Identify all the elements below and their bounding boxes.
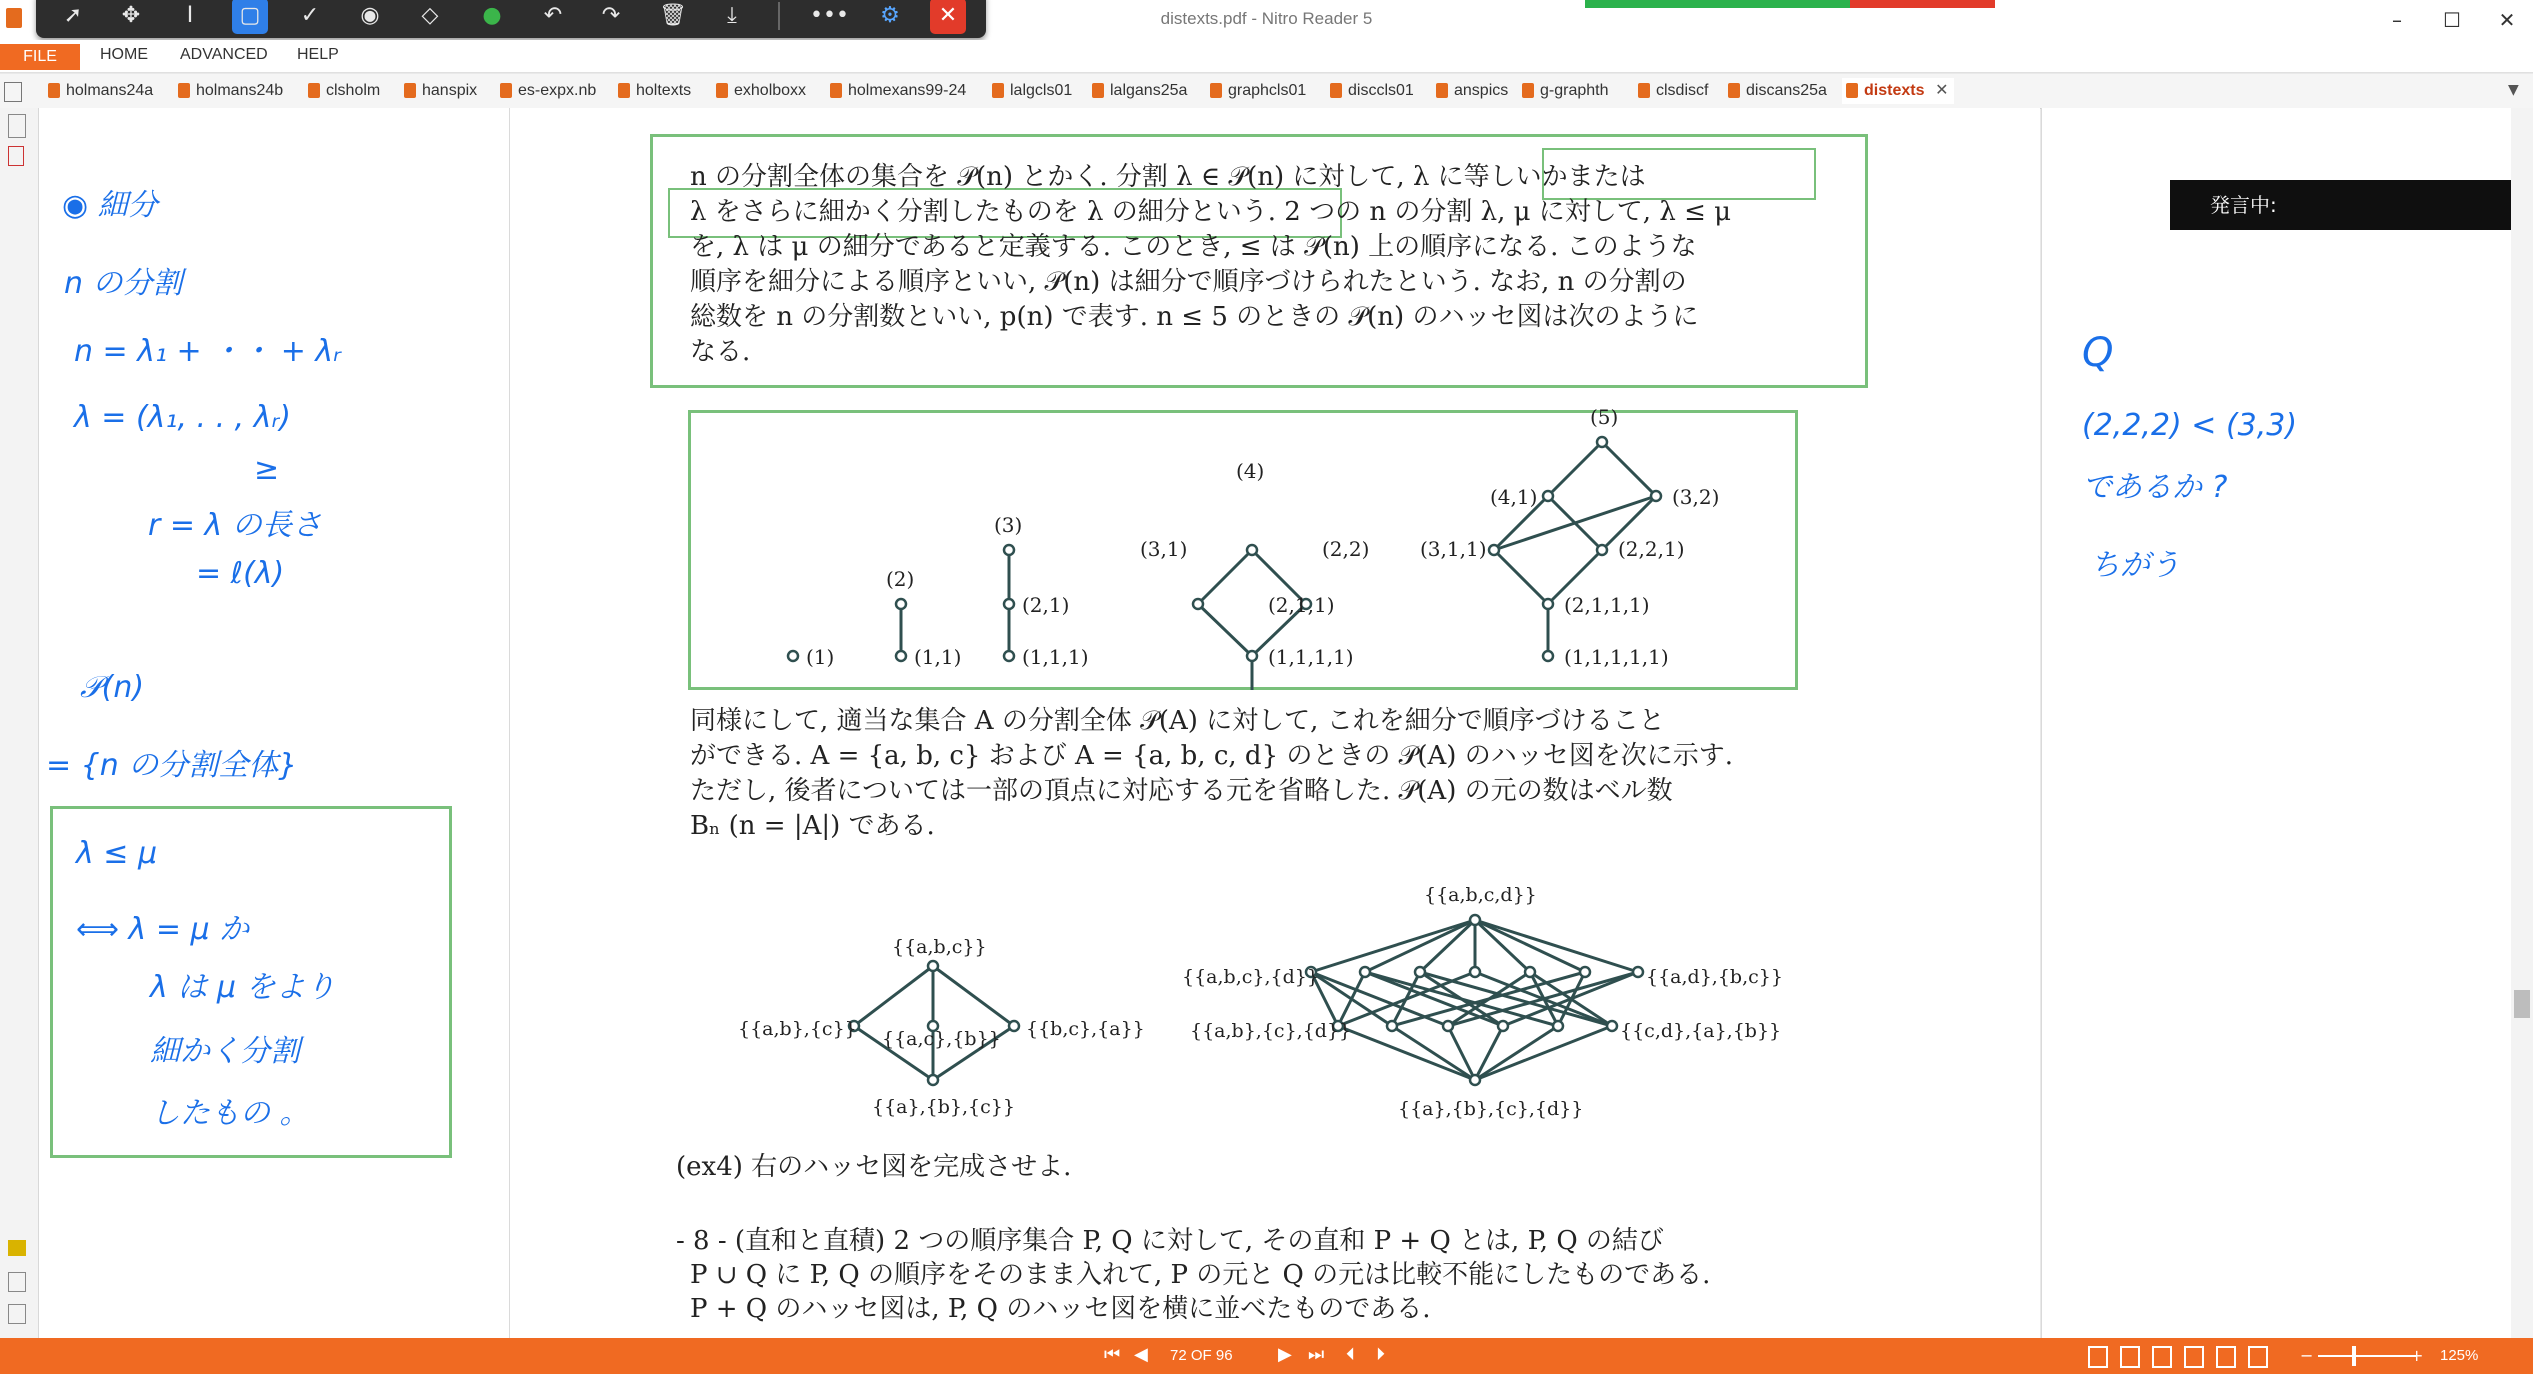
partition-label: (3) [994,513,1023,537]
set-partition-label: {{a,c},{b}} [882,1028,1001,1050]
tab-lalgans25a[interactable]: lalgans25a [1088,78,1187,104]
single-page-view-icon[interactable] [2088,1346,2108,1368]
tab-exholboxx[interactable]: exholboxx [712,78,806,104]
menu-bar [0,40,2533,73]
pdf-icon [404,83,416,98]
undo-icon[interactable]: ↶ [543,3,563,28]
note-left-line: r = λ の長さ [148,508,322,543]
facing-view-icon[interactable] [2152,1346,2172,1368]
pdf-icon [1092,83,1104,98]
paragraph-line: Bₙ (n = |A|) である. [690,811,935,841]
rectangle-tool-icon[interactable]: ▢ [232,0,268,34]
tab-discans25a[interactable]: discans25a [1724,78,1827,104]
facing-continuous-view-icon[interactable] [2184,1346,2204,1368]
zoom-in-icon[interactable]: + [2410,1346,2424,1365]
menu-help[interactable]: HELP [297,46,339,63]
note-left-line: = ℓ(λ) [196,556,285,591]
partition-label: (3,1) [1140,537,1188,561]
menu-advanced[interactable]: ADVANCED [180,46,268,63]
tab-list-chevron-icon[interactable]: ▼ [2508,82,2519,98]
bookmarks-icon[interactable] [8,1272,26,1292]
partition-label: (1,1) [914,645,962,669]
partition-label: (1,1,1,1,1) [1564,645,1669,669]
delete-icon[interactable]: 🗑 [659,3,687,28]
progress-green [1585,0,1850,8]
paragraph-line: 同様にして, 適当な集合 A の分割全体 𝒫(A) に対して, これを細分で順序づけること [690,706,1665,736]
pdf-icon [308,83,320,98]
maximize-button[interactable]: ☐ [2443,8,2461,32]
zoom-slider[interactable] [2318,1355,2416,1357]
pdf-icon [1436,83,1448,98]
layers-icon[interactable] [8,1304,26,1324]
partition-label: (1) [806,645,835,669]
tab-distexts[interactable]: distexts ✕ [1842,78,1954,104]
scrollbar-thumb[interactable] [2514,990,2530,1018]
pages-icon[interactable] [8,114,26,138]
note-left-line: ≥ [254,452,280,487]
zoom-out-icon[interactable]: − [2300,1346,2314,1365]
set-partition-label: {{a,b,c},{d}} [1182,966,1319,988]
tab-lalgcls01[interactable]: lalgcls01 [988,78,1072,104]
close-tab-icon[interactable]: ✕ [1935,82,1949,99]
stamp-icon[interactable]: ◉ [360,3,380,28]
last-page-icon[interactable]: ⏭ [1308,1344,1325,1365]
checkmark-icon[interactable]: ✓ [300,3,320,28]
partition-label: (4,1) [1490,485,1538,509]
note-box-line: λ は μ をより [150,970,336,1005]
paragraph-line: 総数を n の分割数といい, p(n) で表す. n ≤ 5 のときの 𝒫(n) のハッセ図は次のように [690,302,1699,332]
note-right-line: であるか ? [2082,470,2228,505]
pdf-icon [1330,83,1342,98]
set-partition-label: {{a,b,c,d}} [1424,884,1537,906]
more-icon[interactable]: ••• [810,3,849,28]
paragraph-line: λ をさらに細かく分割したものを λ の細分という. 2 つの n の分割 λ, μ に対して, λ ≤ μ [690,197,1732,227]
toolbar-divider [778,2,780,30]
tab-holmexans99-24[interactable]: holmexans99-24 [826,78,966,104]
pdf-icon [618,83,630,98]
partition-label: (3,1,1) [1420,537,1487,561]
note-box-line: λ ≤ μ [76,836,158,871]
previous-page-icon[interactable]: ◀ [1134,1344,1148,1365]
continuous-view-icon[interactable] [2120,1346,2140,1368]
progress-red [1850,0,1995,8]
pan-hand-icon[interactable]: ✥ [121,3,141,28]
paragraph-line: 順序を細分による順序といい, 𝒫(n) は細分で順序づけられたという. なお, n の分割の [690,267,1687,297]
tab-clsholm[interactable]: clsholm [304,78,380,104]
minimize-button[interactable]: – [2392,8,2402,32]
note-right-line: ちがう [2090,548,2180,583]
attachments-icon[interactable] [8,146,24,166]
pdf-icon [500,83,512,98]
partition-label: (2,1) [1022,593,1070,617]
pdf-icon [1846,83,1858,98]
back-view-icon[interactable]: ⏴ [1346,1344,1355,1365]
tab-es-expx[interactable]: es-expx.nb [496,78,596,104]
speaking-indicator: 発言中: [2170,180,2512,230]
close-toolbar-icon[interactable]: ✕ [930,0,966,34]
partition-label: (2,1,1) [1268,593,1335,617]
redo-icon[interactable]: ↷ [601,3,621,28]
note-left-line: λ = (λ₁, . . , λᵣ) [74,400,291,435]
left-tool-strip [0,108,39,1338]
zoom-slider-thumb[interactable] [2352,1346,2356,1366]
save-download-icon[interactable]: ⤓ [727,3,737,28]
partition-label: (1,1,1) [1022,645,1089,669]
eraser-icon[interactable]: ◇ [421,3,439,28]
paragraph-line: を, λ は μ の細分であると定義する. このとき, ≤ は 𝒫(n) 上の順序になる. このような [690,232,1697,262]
partition-label: (4) [1236,459,1265,483]
partition-label: (2,1,1,1) [1564,593,1650,617]
set-partition-label: {{a,d},{b,c}} [1646,966,1783,988]
exercise-ex4: (ex4) 右のハッセ図を完成させよ. [676,1152,1072,1182]
tab-anspics[interactable]: anspics [1432,78,1508,104]
right-notes-panel [2041,108,2512,1338]
set-partition-label: {{b,c},{a}} [1026,1018,1145,1040]
paragraph-line: ただし, 後者については一部の頂点に対応する元を省略した. 𝒫(A) の元の数はベル数 [690,776,1673,806]
section8-line: P + Q のハッセ図は, P, Q のハッセ図を横に並べたものである. [690,1294,1431,1324]
paragraph-line: n の分割全体の集合を 𝒫(n) とかく. 分割 λ ∈ 𝒫(n) に対して, λ に等しいかまたは [690,162,1646,192]
vertical-scrollbar[interactable] [2511,108,2533,1338]
partition-label: (2,2,1) [1618,537,1685,561]
set-partition-label: {{a,b},{c},{d}} [1190,1020,1352,1042]
color-circle-icon[interactable]: ● [482,3,502,28]
set-partition-label: {{a,b},{c}} [738,1018,857,1040]
forward-view-icon[interactable]: ⏵ [1376,1344,1385,1365]
select-arrow-icon[interactable]: ➚ [63,3,83,28]
set-partition-label: {{a,b,c}} [892,936,987,958]
pdf-icon [178,83,190,98]
menu-home[interactable]: HOME [100,46,148,63]
close-window-button[interactable]: ✕ [2498,8,2516,32]
zoom-level[interactable]: 125% [2440,1347,2479,1364]
comments-icon[interactable] [8,1240,26,1256]
note-right-line: Q [2082,330,2114,376]
tab-clsdiscf[interactable]: clsdiscf [1634,78,1708,104]
pdf-icon [830,83,842,98]
partition-label: (2) [886,567,915,591]
pdf-icon [716,83,728,98]
pdf-icon [1522,83,1534,98]
note-right-line: (2,2,2) < (3,3) [2082,408,2298,443]
tab-disccls01[interactable]: disccls01 [1326,78,1414,104]
window-title: distexts.pdf - Nitro Reader 5 [1160,9,1373,28]
note-left-line: 𝒫(n) [80,670,145,705]
note-box-line: ⟺ λ = μ か [76,912,250,947]
pdf-icon [1210,83,1222,98]
reading-view-icon[interactable] [2248,1346,2268,1368]
set-partition-label: {{a},{b},{c},{d}} [1398,1098,1584,1120]
file-menu[interactable]: FILE [0,44,80,70]
next-page-icon[interactable]: ▶ [1278,1344,1292,1365]
pdf-icon [1728,83,1740,98]
section8-line: P ∪ Q に P, Q の順序をそのまま入れて, P の元と Q の元は比較不能にしたものである. [690,1260,1711,1290]
set-partition-label: {{a},{b},{c}} [872,1096,1015,1118]
user-settings-icon[interactable]: ⚙ [880,3,900,28]
note-left-line: n = λ₁ + ・・ + λᵣ [74,334,341,369]
tab-g-graphth[interactable]: g-graphth [1518,78,1609,104]
first-page-icon[interactable]: ⏮ [1104,1344,1121,1365]
paragraph-line: ができる. A = {a, b, c} および A = {a, b, c, d} のときの 𝒫(A) のハッセ図を次に示す. [690,741,1733,771]
tab-holtexts[interactable]: holtexts [614,78,691,104]
note-left-line: n の分割 [64,266,183,301]
set-partition-label: {{c,d},{a},{b}} [1620,1020,1782,1042]
pdf-icon [48,83,60,98]
tab-hanspix[interactable]: hanspix [400,78,477,104]
section8-line: - 8 - (直和と直積) 2 つの順序集合 P, Q に対して, その直和 P + Q とは, P, Q の結び [676,1226,1664,1256]
note-box-line: したもの 。 [150,1096,310,1131]
partition-label: (5) [1590,405,1619,429]
note-left-line: = {n の分割全体} [46,748,298,783]
tab-holmans24a[interactable]: holmans24a [44,78,153,104]
document-icon[interactable] [4,82,22,102]
partition-label: (3,2) [1672,485,1720,509]
text-cursor-icon[interactable]: I [186,3,194,28]
app-logo-icon [6,8,22,28]
pdf-icon [992,83,1004,98]
fullscreen-view-icon[interactable] [2216,1346,2236,1368]
partition-label: (2,2) [1322,537,1370,561]
paragraph-line: なる. [690,337,751,367]
note-box-line: 細かく分割 [150,1034,300,1069]
partition-label: (1,1,1,1) [1268,645,1354,669]
tab-graphcls01[interactable]: graphcls01 [1206,78,1306,104]
tab-holmans24b[interactable]: holmans24b [174,78,283,104]
page-indicator[interactable]: 72 OF 96 [1170,1347,1233,1364]
pdf-icon [1638,83,1650,98]
note-left-line: ◉ 細分 [62,188,158,223]
